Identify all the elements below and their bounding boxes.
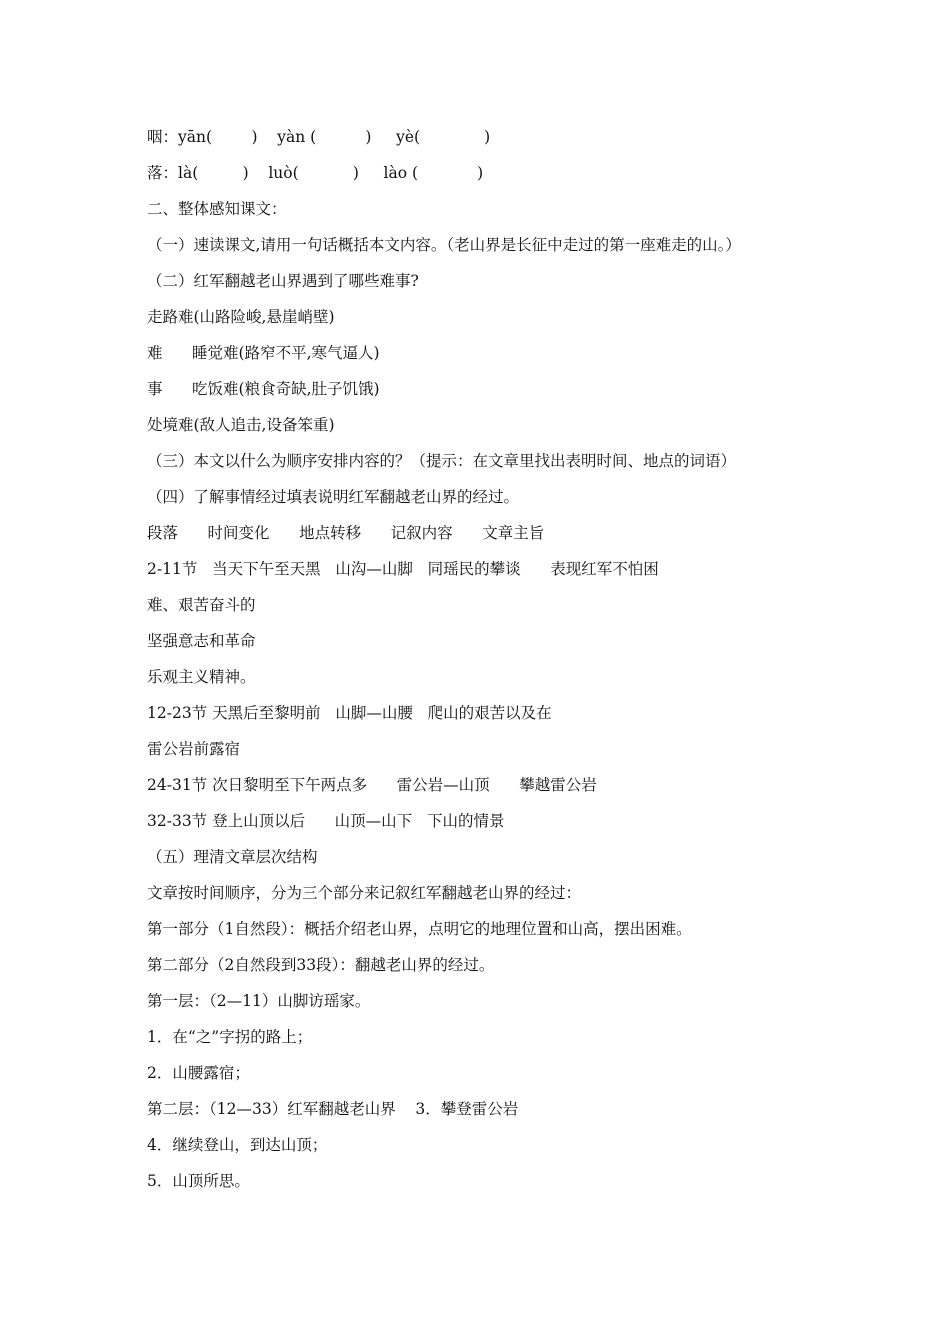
table-header: 段落 时间变化 地点转移 记叙内容 文章主旨 (147, 524, 545, 542)
list-item-5: 5．山顶所思。 (147, 1172, 250, 1190)
question-4: （四）了解事情经过填表说明红军翻越老山界的经过。 (147, 488, 520, 506)
list-item-1: 1．在“之”字拐的路上； (147, 1028, 313, 1046)
structure-part-1: 第一部分（1自然段）：概括介绍老山界，点明它的地理位置和山高，摆出困难。 (147, 920, 692, 938)
difficulty-situation: 处境难(敌人追击,设备笨重) (147, 416, 335, 434)
pinyin-line-luo: 落：là( ) luò( ) lào ( ) (147, 164, 484, 182)
question-3: （三）本文以什么为顺序安排内容的？（提示：在文章里找出表明时间、地点的词语） (147, 452, 737, 470)
structure-intro: 文章按时间顺序，分为三个部分来记叙红军翻越老山界的经过： (147, 884, 582, 902)
document-body (147, 124, 867, 1204)
pinyin-line-yan: 咽：yān( ) yàn ( ) yè( ) (147, 128, 491, 146)
table-row-24-31: 24-31节 次日黎明至下午两点多 雷公岩—山顶 攀越雷公岩 (147, 776, 597, 794)
structure-part-2: 第二部分（2自然段到33段）：翻越老山界的经过。 (147, 956, 495, 974)
table-row-continued: 乐观主义精神。 (147, 668, 256, 686)
table-row-12-23: 12-23节 天黑后至黎明前 山脚—山腰 爬山的艰苦以及在 (147, 704, 552, 722)
list-item-4: 4．继续登山，到达山顶； (147, 1136, 328, 1154)
difficulty-walking: 走路难(山路险峻,悬崖峭壁) (147, 308, 335, 326)
question-2: （二）红军翻越老山界遇到了哪些难事? (147, 272, 419, 290)
section-heading-2: 二、整体感知课文： (147, 200, 287, 218)
difficulty-eating: 事 吃饭难(粮食奇缺,肚子饥饿) (147, 380, 380, 398)
structure-layer-1: 第一层：（2—11）山脚访瑶家。 (147, 992, 371, 1010)
table-row-continued: 坚强意志和革命 (147, 632, 256, 650)
table-row-32-33: 32-33节 登上山顶以后 山顶—山下 下山的情景 (147, 812, 505, 830)
question-5: （五）理清文章层次结构 (147, 848, 318, 866)
table-row-continued: 难、艰苦奋斗的 (147, 596, 256, 614)
difficulty-sleeping: 难 睡觉难(路窄不平,寒气逼人) (147, 344, 380, 362)
table-row-continued: 雷公岩前露宿 (147, 740, 241, 758)
structure-layer-2: 第二层：（12—33）红军翻越老山界 3．攀登雷公岩 (147, 1100, 519, 1118)
question-1: （一）速读课文,请用一句话概括本文内容。（老山界是长征中走过的第一座难走的山。） (147, 236, 741, 254)
table-row-2-11: 2-11节 当天下午至天黑 山沟—山脚 同瑶民的攀谈 表现红军不怕困 (147, 560, 659, 578)
list-item-2: 2．山腰露宿； (147, 1064, 250, 1082)
